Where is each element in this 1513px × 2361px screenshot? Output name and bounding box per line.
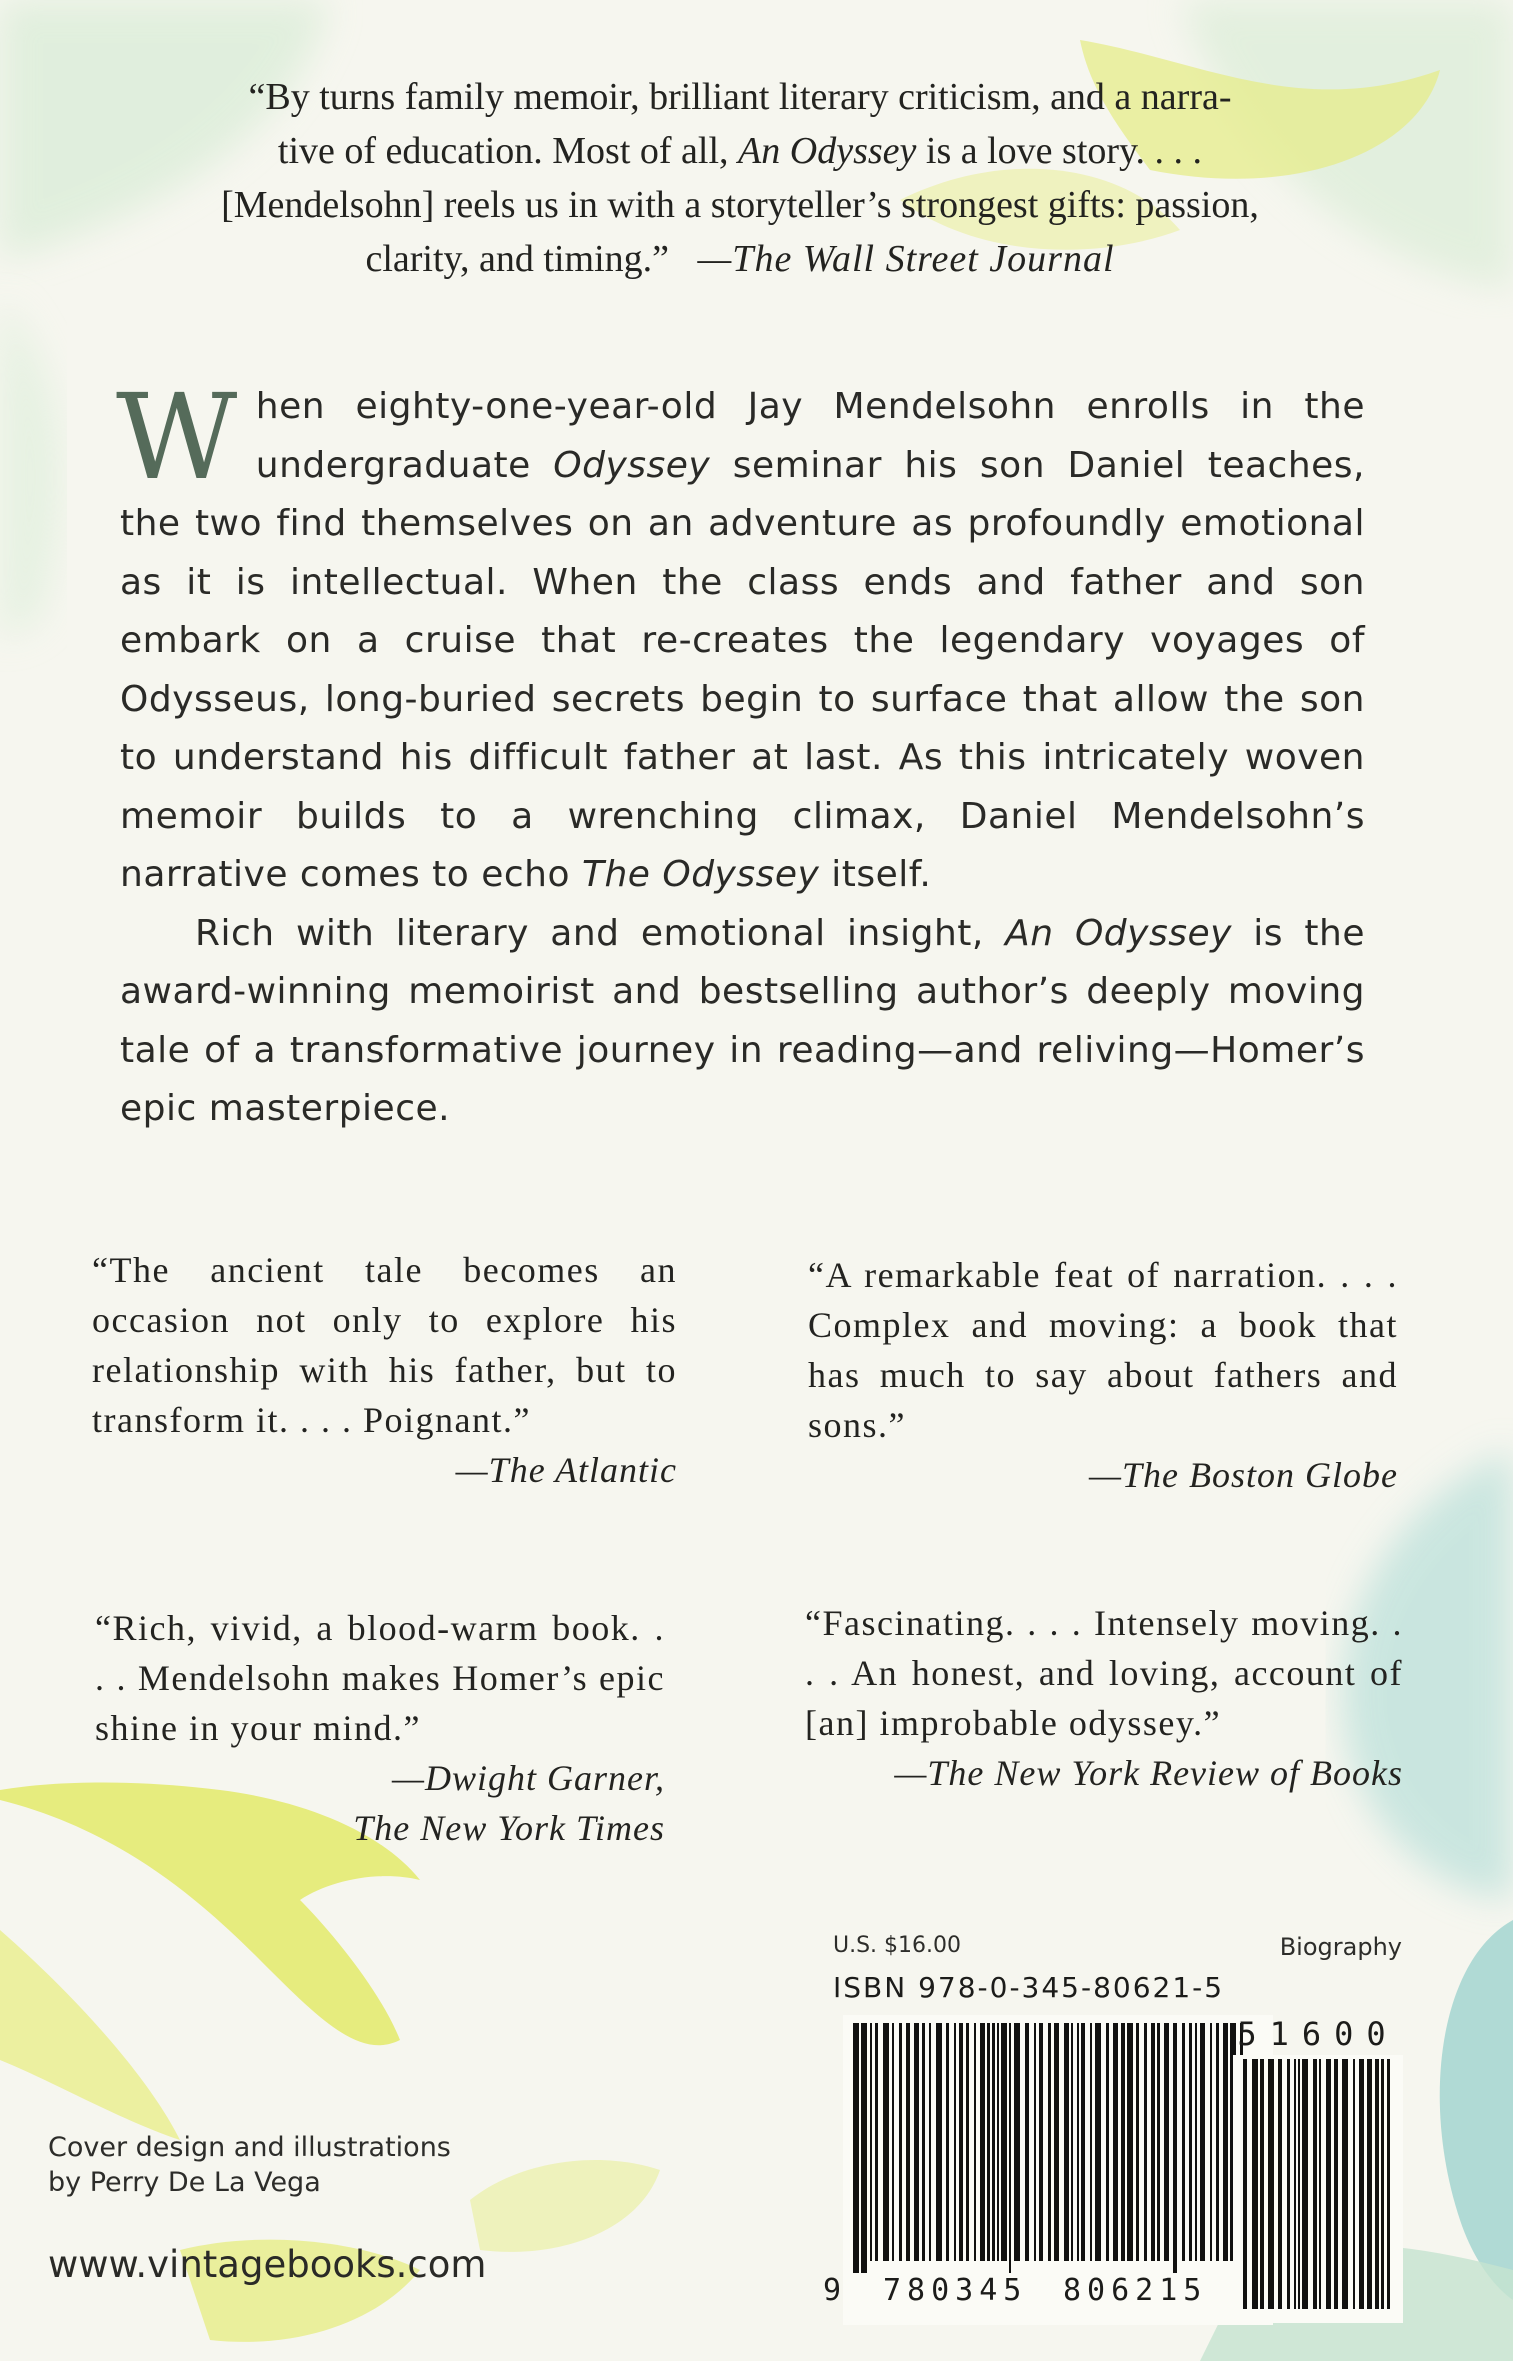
- barcode-bar: [1200, 2023, 1205, 2261]
- barcode-bar: [914, 2023, 919, 2261]
- barcode-bar: [1223, 2023, 1228, 2261]
- barcode-bar: [1025, 2023, 1029, 2261]
- barcode-bar: [883, 2023, 889, 2261]
- barcode-bar: [929, 2023, 931, 2261]
- barcode-bar: [1173, 2023, 1177, 2273]
- barcode-bar: [1144, 2023, 1147, 2261]
- barcode-bar: [861, 2023, 867, 2273]
- barcode-bar: [1164, 2023, 1169, 2261]
- book-title: An Odyssey: [1005, 912, 1232, 954]
- barcode-bar: [899, 2023, 902, 2261]
- barcode-block: [823, 1927, 1408, 2347]
- barcode-bar: [954, 2023, 956, 2261]
- barcode-bar: [1195, 2023, 1197, 2261]
- review-attribution-publication: The New York Times: [353, 1808, 665, 1848]
- barcode-bar: [1367, 2059, 1372, 2309]
- barcode-bar: [1136, 2023, 1139, 2261]
- barcode-bar: [853, 2023, 859, 2273]
- barcode-bar: [1313, 2059, 1317, 2309]
- review-text: “A remarkable feat of narration. . . . Complex and moving: a book that has much to say about fathers and sons.”: [808, 1255, 1398, 1445]
- barcode-bar: [1387, 2059, 1390, 2309]
- barcode-bar: [992, 2023, 995, 2261]
- barcode-bar: [1260, 2059, 1264, 2309]
- barcode-bar: [1121, 2023, 1125, 2261]
- barcode-bar: [974, 2023, 976, 2261]
- top-quote-line: [120, 124, 1360, 178]
- barcode-bar: [1064, 2023, 1069, 2261]
- barcode-bar: [922, 2023, 925, 2261]
- barcode-bar: [1342, 2059, 1348, 2309]
- review-attribution: —Dwight Garner,: [391, 1758, 665, 1798]
- addon-bars-icon: [1243, 2059, 1393, 2321]
- barcode-bar: [1298, 2059, 1300, 2309]
- barcode-bar: [1287, 2059, 1290, 2309]
- addon-barcode: [1233, 2055, 1403, 2323]
- top-quote-line: [120, 232, 1360, 286]
- barcode-bar: [959, 2023, 963, 2261]
- description-text: is the award-winning memoirist and bestselling author’s deeply moving tale of a transformative journey in reading—and reliving—Homer’s epic masterpiece.: [120, 912, 1365, 1129]
- review-quote: [95, 1603, 665, 1853]
- description-text: Rich with literary and emotional insight,: [195, 912, 1006, 954]
- barcode-bar: [1081, 2023, 1085, 2261]
- publisher-website-link[interactable]: www.vintagebooks.com: [48, 2243, 487, 2286]
- barcode-bar: [1157, 2023, 1160, 2261]
- review-quote: [808, 1250, 1398, 1500]
- ean-left-digits: 780345: [883, 2273, 1028, 2308]
- isbn-label: ISBN 978-0-345-80621-5: [833, 1971, 1225, 2004]
- barcode-bar: [906, 2023, 910, 2261]
- review-attribution: —The Atlantic: [455, 1450, 677, 1490]
- ean-first-digit: 9: [823, 2273, 842, 2308]
- barcode-bar: [1077, 2023, 1079, 2261]
- barcode-bar: [1106, 2023, 1109, 2261]
- review-text: “Rich, vivid, a blood-warm book. . . . Mendelsohn makes Homer’s epic shine in your mind.”: [95, 1608, 665, 1748]
- barcode-bar: [1113, 2023, 1118, 2261]
- barcode-bar: [1216, 2023, 1219, 2261]
- barcode-bar: [980, 2023, 985, 2261]
- barcode-bar: [1359, 2059, 1364, 2309]
- review-quote: [92, 1245, 677, 1495]
- barcode-bar: [875, 2023, 878, 2261]
- ean-right-digits: 806215: [1063, 2273, 1208, 2308]
- description-paragraph: [116, 368, 1365, 905]
- drop-cap: W: [116, 368, 238, 506]
- book-description: [116, 368, 1365, 1139]
- review-attribution: —The Boston Globe: [1089, 1455, 1398, 1495]
- barcode-bar: [997, 2023, 999, 2261]
- barcode-bar: [987, 2023, 990, 2261]
- top-quote-text: is a love story. . . .: [916, 130, 1203, 172]
- barcode-bar: [1095, 2023, 1101, 2261]
- barcode-bar: [1268, 2059, 1274, 2309]
- credit-line: Cover design and illustrations: [48, 2132, 451, 2163]
- review-quote: [805, 1598, 1403, 1798]
- top-quote-line: [Mendelsohn] reels us in with a storyteller’s strongest gifts: passion,: [221, 184, 1259, 226]
- description-text: seminar his son Daniel teaches, the two find themselves on an adventure as profoundly emotional as it is intellectual. When the class ends and father and son embark on a cruise that re-creates the legendary voyages of Odysseus, long-buried secrets begin to surface that allow the son to understand his difficult father at last. As this intricately woven memoir builds to a wrenching climax, Daniel Mendelsohn’s narrative comes to echo: [120, 444, 1365, 895]
- top-pull-quote: [120, 70, 1360, 286]
- barcode-bar: [966, 2023, 969, 2261]
- barcode-bar: [1189, 2023, 1192, 2261]
- barcode-bar: [1319, 2059, 1321, 2309]
- addon-digits: 51600: [1237, 2015, 1399, 2053]
- top-quote-line: “By turns family memoir, brilliant literary criticism, and a narra-: [248, 76, 1232, 118]
- barcode-bar: [1014, 2023, 1020, 2261]
- barcode-bar: [1048, 2023, 1051, 2261]
- review-text: “The ancient tale becomes an occasion not only to explore his relationship with his father, but to transform it. . . . Poignant.”: [92, 1250, 677, 1440]
- barcode-bar: [1151, 2023, 1155, 2261]
- description-text: hen eighty-one-year-old Jay Mendelsohn enrolls in the undergraduate: [255, 386, 1365, 486]
- barcode-bar: [936, 2023, 942, 2261]
- review-text: “Fascinating. . . . Intensely moving. . . . An honest, and loving, account of [an] improbable odyssey.”: [805, 1603, 1403, 1743]
- barcode-bar: [1334, 2059, 1338, 2309]
- barcode-bars-icon: [853, 2023, 1243, 2273]
- barcode-bar: [1353, 2059, 1355, 2309]
- credit-line: by Perry De La Vega: [48, 2167, 321, 2198]
- review-attribution: —The New York Review of Books: [894, 1753, 1403, 1793]
- barcode-bar: [892, 2023, 894, 2261]
- barcode-bar: [1039, 2023, 1043, 2261]
- barcode-bar: [1001, 2023, 1007, 2261]
- barcode-bar: [1090, 2023, 1092, 2261]
- barcode-bar: [1294, 2059, 1296, 2309]
- barcode-bar: [1375, 2059, 1379, 2309]
- barcode-bar: [1381, 2059, 1384, 2309]
- cover-credits: [48, 2130, 508, 2200]
- book-title: The Odyssey: [581, 854, 820, 895]
- barcode-bar: [1182, 2023, 1185, 2261]
- book-title: Odyssey: [553, 444, 711, 486]
- price-label: U.S. $16.00: [833, 1933, 962, 1958]
- barcode-bar: [1071, 2023, 1073, 2261]
- barcode-bar: [870, 2023, 872, 2261]
- barcode-bar: [1243, 2059, 1247, 2309]
- book-title: An Odyssey: [738, 130, 917, 172]
- barcode-bar: [946, 2023, 949, 2261]
- barcode-bar: [1278, 2059, 1282, 2309]
- barcode-bar: [1326, 2059, 1331, 2309]
- barcode-bar: [1034, 2023, 1036, 2261]
- barcode-bar: [1054, 2023, 1059, 2261]
- barcode-bar: [1127, 2023, 1133, 2261]
- barcode-bar: [1009, 2023, 1011, 2273]
- top-quote-attribution: —The Wall Street Journal: [697, 238, 1115, 280]
- barcode-bar: [1252, 2059, 1258, 2309]
- barcode-bar: [1302, 2059, 1308, 2309]
- top-quote-text: clarity, and timing.”: [365, 238, 670, 280]
- description-paragraph: [120, 905, 1365, 1139]
- genre-label: Biography: [1279, 1933, 1402, 1961]
- top-quote-text: tive of education. Most of all,: [277, 130, 739, 172]
- barcode-bar: [1210, 2023, 1212, 2261]
- description-text: itself.: [819, 854, 932, 895]
